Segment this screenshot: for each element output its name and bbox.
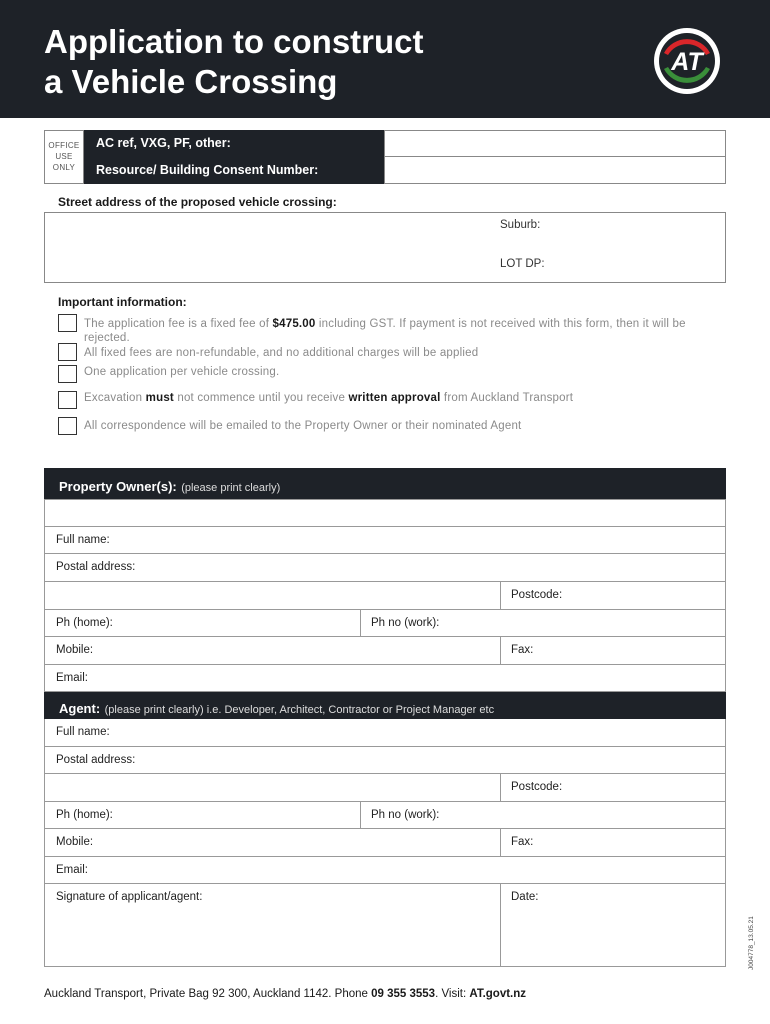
non-refundable-checkbox[interactable]	[58, 343, 77, 361]
ac-ref-field[interactable]	[384, 130, 726, 157]
correspondence-checkbox[interactable]	[58, 417, 77, 435]
office-use-only-label	[44, 130, 84, 184]
owner-postcode-row[interactable]	[44, 582, 726, 610]
page-title	[44, 22, 604, 102]
consent-number-label: Resource/ Building Consent Number:	[84, 157, 384, 184]
owner-fax-label: Fax:	[511, 644, 534, 656]
owner-postal-row[interactable]	[44, 554, 726, 582]
one-application-text: One application per vehicle crossing.	[84, 366, 280, 378]
office-line-2: USE	[55, 152, 73, 161]
signature-label: Signature of applicant/agent:	[56, 891, 203, 903]
owner-email-row[interactable]	[44, 665, 726, 692]
office-line-1: OFFICE	[48, 141, 80, 150]
property-owner-heading: Property Owner(s):	[59, 479, 177, 494]
fee-text-a: The application fee is a fixed fee of	[84, 318, 270, 330]
owner-full-name-row[interactable]	[44, 527, 726, 554]
agent-full-name-row[interactable]	[44, 719, 726, 747]
street-address-heading: Street address of the proposed vehicle crossing:	[58, 195, 337, 209]
non-refundable-text: All fixed fees are non-refundable, and no additional charges will be applied	[84, 347, 479, 359]
excavation-text	[84, 391, 573, 405]
agent-email-label: Email:	[56, 864, 88, 876]
excavation-checkbox[interactable]	[58, 391, 77, 409]
agent-heading: Agent:	[59, 701, 101, 716]
owner-full-name-label: Full name:	[56, 534, 110, 546]
agent-postcode-row[interactable]	[44, 774, 726, 802]
correspondence-text: All correspondence will be emailed to the Property Owner or their nominated Agent	[84, 420, 522, 432]
agent-subheading: (please print clearly) i.e. Developer, Architect, Contractor or Project Manager etc	[104, 704, 495, 716]
title-line-1: Application to construct	[44, 23, 424, 60]
agent-mobile-row[interactable]	[44, 829, 726, 857]
excavation-text-a: Excavation	[84, 392, 143, 404]
agent-fax-label: Fax:	[511, 836, 534, 848]
signature-row[interactable]	[44, 884, 726, 967]
footer-phone: 09 355 3553	[371, 988, 436, 1000]
auckland-transport-logo	[652, 26, 722, 96]
excavation-text-c: from Auckland Transport	[443, 392, 574, 404]
agent-email-row[interactable]	[44, 857, 726, 884]
owner-postcode-label: Postcode:	[511, 589, 563, 601]
property-owner-header	[44, 468, 726, 499]
document-reference: J004778_13.05.21	[748, 916, 755, 970]
office-line-3: ONLY	[52, 163, 76, 172]
title-line-2: a Vehicle Crossing	[44, 63, 338, 100]
property-owner-subheading: (please print clearly)	[181, 482, 281, 494]
excavation-must: must	[145, 392, 174, 404]
street-address-field[interactable]	[44, 212, 726, 283]
agent-postal-label: Postal address:	[56, 754, 136, 766]
owner-mobile-label: Mobile:	[56, 644, 94, 656]
one-application-checkbox[interactable]	[58, 365, 77, 383]
agent-mobile-label: Mobile:	[56, 836, 94, 848]
consent-number-field[interactable]	[384, 156, 726, 184]
excavation-text-b: not commence until you receive	[177, 392, 346, 404]
suburb-label: Suburb:	[500, 219, 541, 231]
fee-text-b: including GST. If payment is not received with this form, then it will be rejected.	[84, 318, 686, 344]
agent-postal-row[interactable]	[44, 747, 726, 774]
owner-ph-work-label: Ph no (work):	[371, 617, 440, 629]
excavation-approval: written approval	[348, 392, 441, 404]
lot-dp-label: LOT DP:	[500, 258, 545, 270]
date-label: Date:	[511, 891, 539, 903]
owner-postal-label: Postal address:	[56, 561, 136, 573]
agent-header	[44, 692, 726, 719]
agent-ph-home-label: Ph (home):	[56, 809, 113, 821]
logo-text: AT	[671, 48, 703, 76]
agent-full-name-label: Full name:	[56, 726, 110, 738]
ac-ref-label: AC ref, VXG, PF, other:	[84, 130, 384, 157]
owner-phone-row[interactable]	[44, 610, 726, 637]
owner-email-label: Email:	[56, 672, 88, 684]
important-info-heading: Important information:	[58, 295, 187, 309]
owner-ph-home-label: Ph (home):	[56, 617, 113, 629]
fee-amount: $475.00	[272, 318, 316, 330]
owner-mobile-row[interactable]	[44, 637, 726, 665]
agent-postcode-label: Postcode:	[511, 781, 563, 793]
footer	[44, 988, 526, 1000]
agent-phone-row[interactable]	[44, 802, 726, 829]
fee-info-text	[84, 317, 714, 345]
footer-website-link[interactable]: AT.govt.nz	[469, 988, 527, 1000]
footer-address: Auckland Transport, Private Bag 92 300, Auckland 1142. Phone	[44, 988, 368, 1000]
footer-visit-label: . Visit:	[435, 988, 467, 1000]
owner-blank-row[interactable]	[44, 499, 726, 527]
agent-ph-work-label: Ph no (work):	[371, 809, 440, 821]
fee-checkbox[interactable]	[58, 314, 77, 332]
